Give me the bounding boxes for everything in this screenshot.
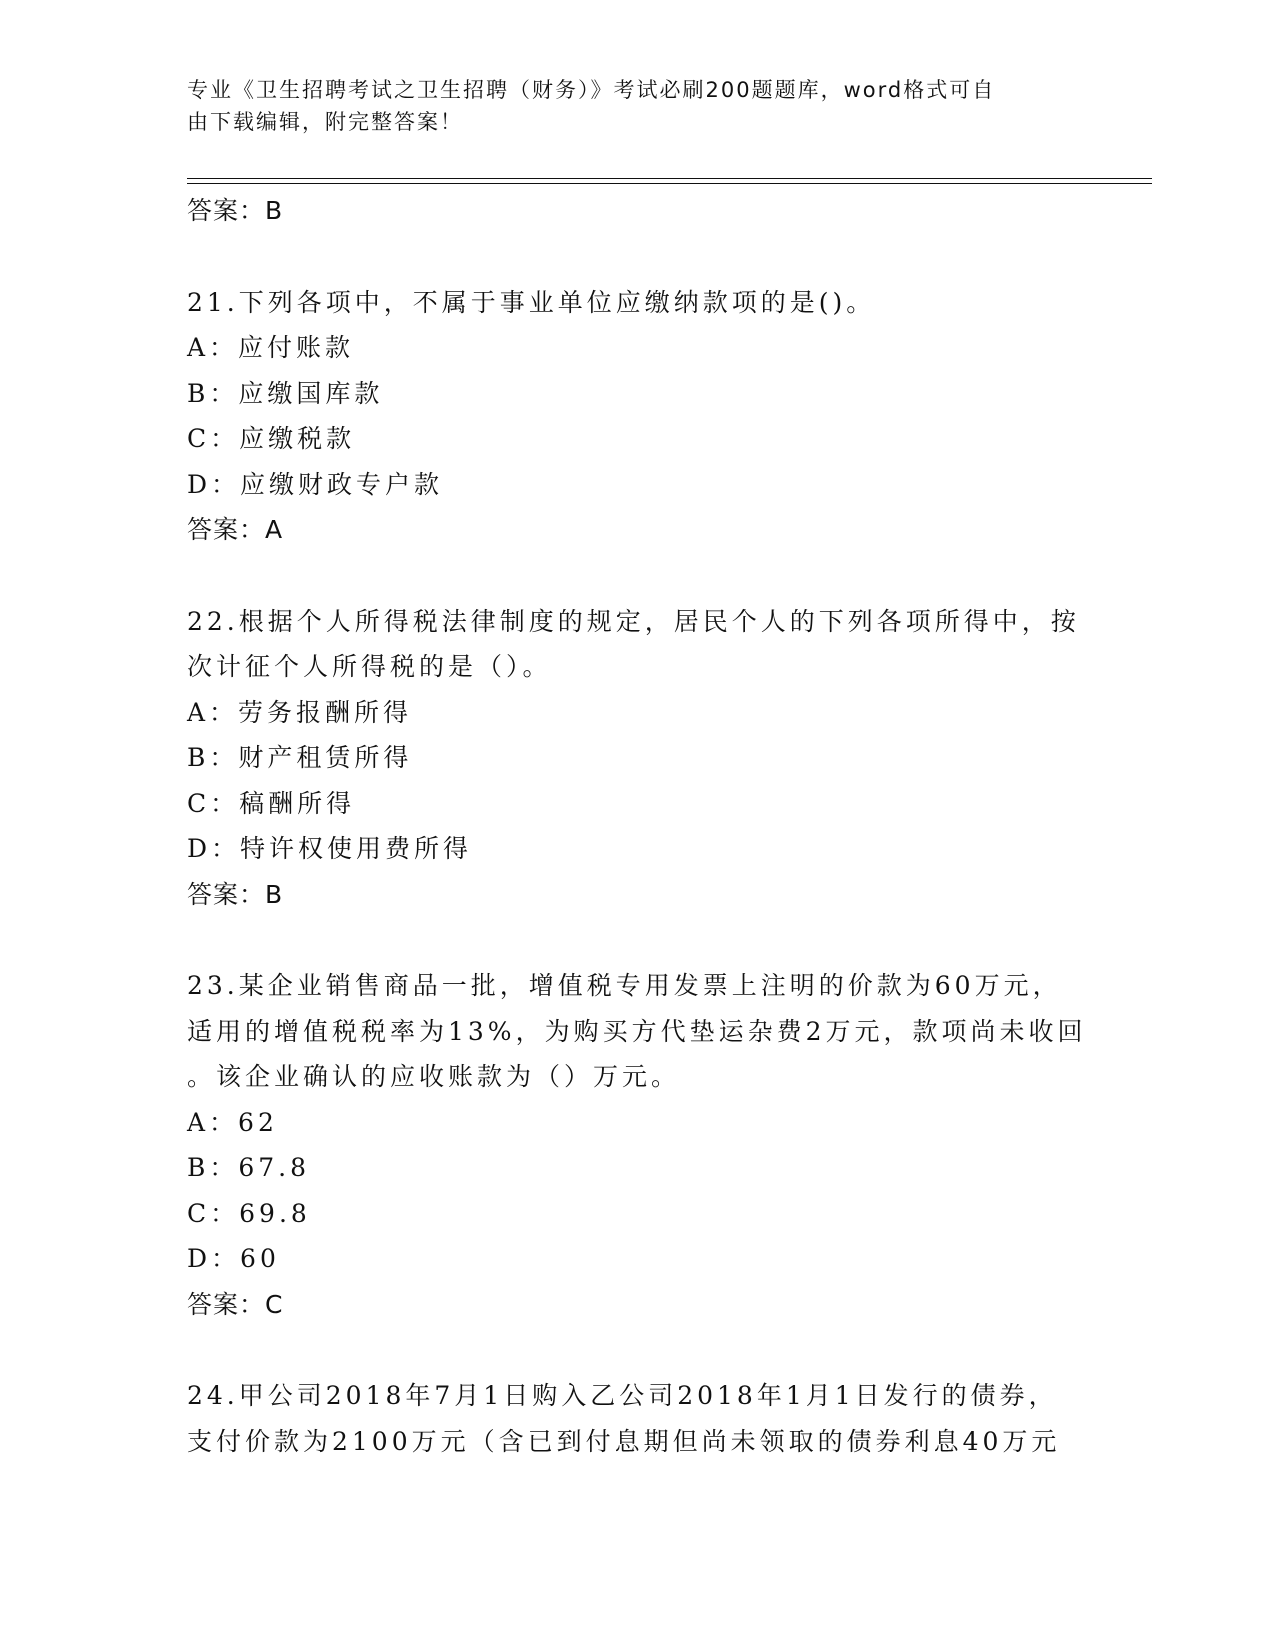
question-stem: 22.根据个人所得税法律制度的规定，居民个人的下列各项所得中，按 — [187, 606, 1080, 636]
option-c: C：稿酬所得 — [187, 788, 356, 818]
option-b: B：财产租赁所得 — [187, 743, 413, 772]
question-24 — [187, 1373, 1087, 1464]
option-a: A：62 — [187, 1107, 278, 1137]
option-a: A：劳务报酬所得 — [187, 697, 413, 727]
option-b: B：应缴国库款 — [187, 378, 384, 408]
question-stem: 24.甲公司2018年7月1日购入乙公司2018年1月1日发行的债券， — [187, 1381, 1058, 1410]
document-header — [187, 74, 1067, 138]
option-b: B：67.8 — [187, 1153, 311, 1182]
question-23 — [187, 963, 1087, 1327]
question-stem: 支付价款为2100万元（含已到付息期但尚未领取的债券利息40万元 — [187, 1426, 1061, 1456]
question-stem: 23.某企业销售商品一批，增值税专用发票上注明的价款为60万元， — [187, 971, 1062, 1000]
option-a: A：应付账款 — [187, 333, 355, 362]
option-c: C：应缴税款 — [187, 424, 356, 453]
option-d: D：应缴财政专户款 — [187, 469, 444, 499]
question-stem: 次计征个人所得税的是（）。 — [187, 652, 552, 681]
answer-line: 答案：C — [187, 1289, 284, 1319]
answer-line: 答案：B — [187, 879, 284, 909]
question-stem: 21.下列各项中，不属于事业单位应缴纳款项的是()。 — [187, 287, 876, 317]
question-list — [187, 188, 1087, 1464]
answer-line: 答案：A — [187, 515, 284, 544]
header-divider-top — [187, 178, 1152, 179]
header-divider-bottom — [187, 183, 1152, 184]
header-line-2: 由下载编辑，附完整答案！ — [187, 110, 463, 134]
answer-line: 答案：B — [187, 196, 284, 225]
question-stem: 适用的增值税税率为13%，为购买方代垫运杂费2万元，款项尚未收回 — [187, 1016, 1087, 1046]
option-d: D：60 — [187, 1244, 280, 1273]
question-22 — [187, 599, 1087, 918]
option-d: D：特许权使用费所得 — [187, 834, 473, 863]
option-c: C：69.8 — [187, 1198, 311, 1228]
header-line-1: 专业《卫生招聘考试之卫生招聘（财务）》考试必刷200题题库，word格式可自 — [187, 78, 996, 102]
question-21 — [187, 280, 1087, 553]
question-stem: 。该企业确认的应收账款为（）万元。 — [187, 1062, 681, 1091]
